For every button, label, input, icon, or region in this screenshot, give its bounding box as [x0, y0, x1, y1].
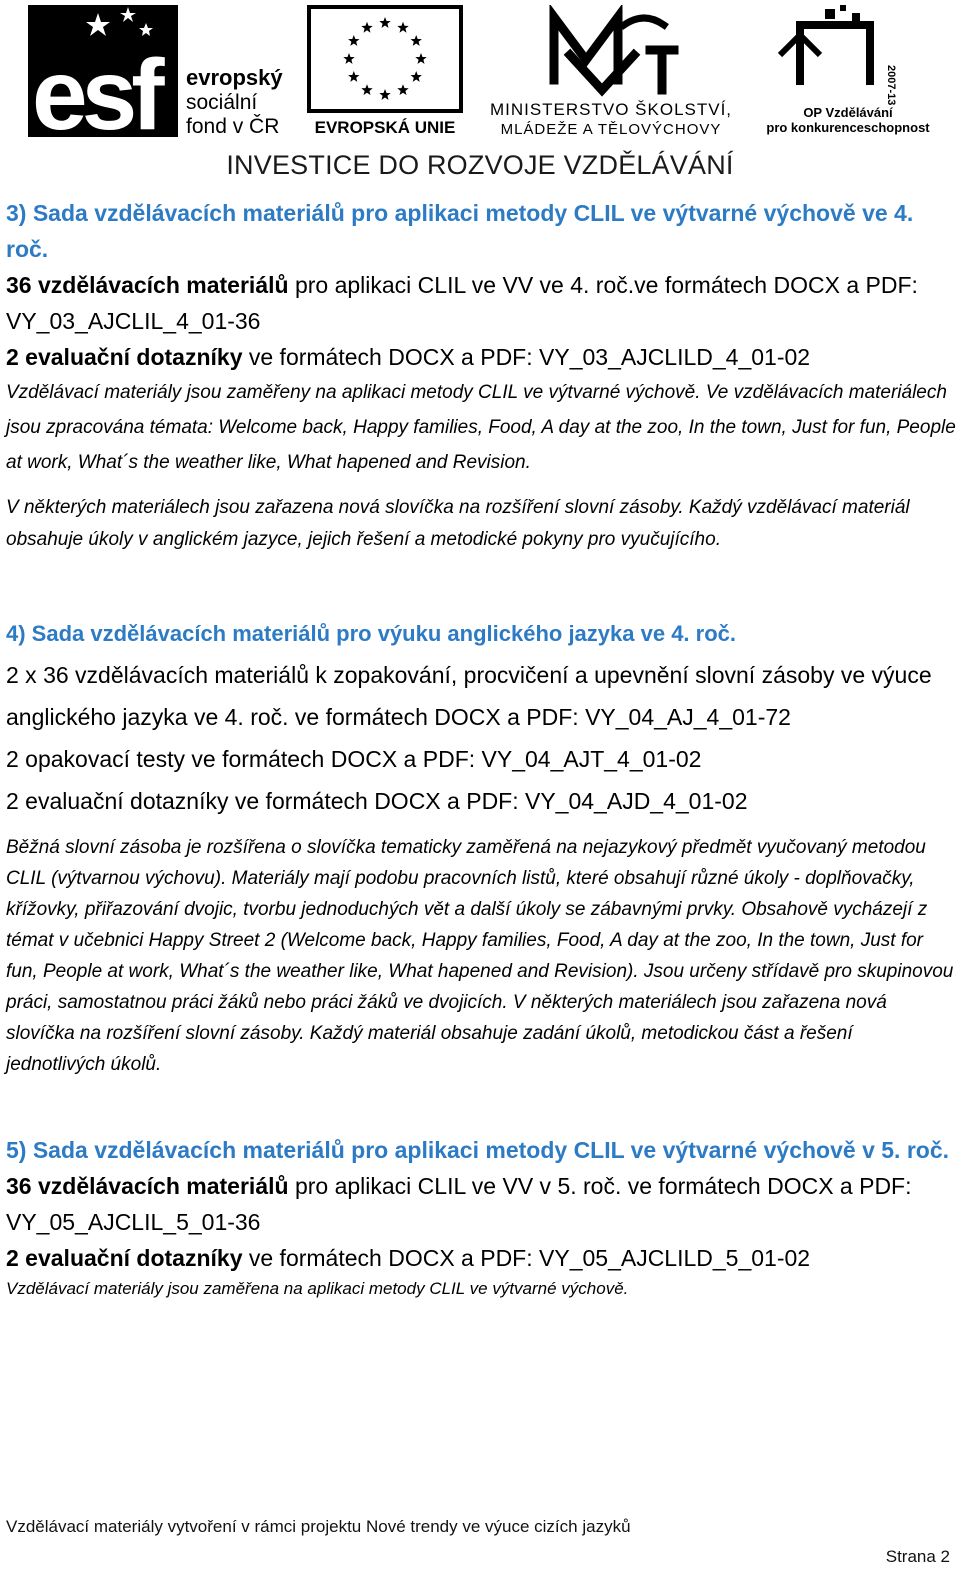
- section-5-title: 5) Sada vzdělávacích materiálů pro aplikaci metody CLIL ve výtvarné výchově v 5. roč.: [6, 1137, 949, 1163]
- section-5-description: Vzdělávací materiály jsou zaměřena na aplikaci metody CLIL ve výtvarné výchově.: [6, 1279, 629, 1298]
- section-5-materials-count: 36 vzdělávacích materiálů: [6, 1173, 289, 1199]
- esf-logo-line2: sociální: [186, 91, 258, 114]
- section-5-questionnaires-line: [6, 1240, 956, 1276]
- msmt-logo-line1: MINISTERSTVO ŠKOLSTVÍ,: [489, 100, 733, 119]
- section-4-description: Běžná slovní zásoba je rozšířena o slovíčka tematicky zaměřená na nejazykový předmět vyučovaný metodou CLIL (výtvarnou výchovu). Materiály mají podobu pracovních listů, které obsahují různé úkoly - doplňovačky, křížovky, přiřazování dvojic, tvorbu jednoduchých vět a další úkoly se zábavnými prvky. Obsahově vycházejí z témat v učebnici Happy Street 2 (Welcome back, Happy families, Food, A day at the zoo, In the town, Just for fun, People at work, What´s the weather like, What hapened and Revision). Jsou určeny střídavě pro skupinovou práci, samostatnou práci žáků nebo práci žáků ve dvojicích. V některých materiálech jsou zařazena nová slovíčka na rozšíření slovní zásoby. Každý materiál obsahuje zadání úkolů, metodickou část a řešení jednotlivých úkolů.: [6, 837, 954, 1075]
- section-5-questionnaires-count: 2 evaluační dotazníky: [6, 1245, 243, 1271]
- section-4-title: 4) Sada vzdělávacích materiálů pro výuku anglického jazyka ve 4. roč.: [6, 621, 736, 646]
- section-5-questionnaires-text: ve formátech DOCX a PDF: VY_05_AJCLILD_5_01-02: [242, 1245, 811, 1271]
- section-3-materials-line: [6, 267, 956, 339]
- section-3-questionnaires-count: 2 evaluační dotazníky: [6, 344, 243, 370]
- section-4-tests-line: 2 opakovací testy ve formátech DOCX a PDF: VY_04_AJT_4_01-02: [6, 746, 702, 772]
- section-5-materials-text: pro aplikaci CLIL ve VV v 5. roč. ve formátech DOCX a PDF: VY_05_AJCLIL_5_01-36: [6, 1173, 912, 1235]
- msmt-logo: [474, 5, 749, 138]
- msmt-logo-line2: MLÁDEŽE A TĚLOVÝCHOVY: [500, 121, 722, 138]
- page-number: Strana 2: [885, 1547, 950, 1566]
- op-vk-logo: [760, 5, 935, 138]
- footer-note: Vzdělávací materiály vytvoření v rámci projektu Nové trendy ve výuce cizích jazyků: [6, 1517, 631, 1536]
- op-logo-years: 2007-13: [885, 65, 897, 106]
- section-3-materials-count: 36 vzdělávacích materiálů: [6, 272, 289, 298]
- eu-flag-logo: [305, 5, 465, 138]
- op-logo-line1: OP Vzdělávání: [803, 105, 893, 120]
- section-3-questionnaires-text: ve formátech DOCX a PDF: VY_03_AJCLILD_4_01-02: [242, 344, 811, 370]
- section-5-materials-line: [6, 1168, 956, 1240]
- document-content: [6, 195, 956, 1302]
- section-3-description: Vzdělávací materiály jsou zaměřeny na aplikaci metody CLIL ve výtvarné výchově. Ve vzdělávacích materiálech jsou zpracována témata: Welcome back, Happy families, Food, A day at the zoo, In the town, Just for fun, People at work, What´s the weather like, What hapened and Revision.: [6, 382, 956, 473]
- eu-logo-text: EVROPSKÁ UNIE: [314, 118, 456, 137]
- logo-strip: [0, 0, 960, 185]
- esf-logo-line3: fond v ČR: [186, 115, 280, 137]
- section-3-materials-text: pro aplikaci CLIL ve VV ve 4. roč.ve formátech DOCX a PDF: VY_03_AJCLIL_4_01-36: [6, 272, 918, 334]
- section-3-title: 3) Sada vzdělávacích materiálů pro aplikaci metody CLIL ve výtvarné výchově ve 4. roč.: [6, 200, 914, 262]
- section-3-vocabulary-note: V některých materiálech jsou zařazena nová slovíčka na rozšíření slovní zásoby. Každý vzdělávací materiál obsahuje úkoly v anglickém jazyce, jejich řešení a metodické pokyny pro vyučujícího.: [6, 497, 910, 550]
- section-3-questionnaires-line: [6, 339, 956, 375]
- esf-logo: [28, 5, 300, 137]
- section-4-materials-line: 2 x 36 vzdělávacích materiálů k zopakování, procvičení a upevnění slovní zásoby ve výuce anglického jazyka ve 4. roč. ve formátech DOCX a PDF: VY_04_AJ_4_01-72: [6, 662, 932, 730]
- header-slogan: INVESTICE DO ROZVOJE VZDĚLÁVÁNÍ: [226, 150, 734, 180]
- op-logo-line2: pro konkurenceschopnost: [766, 120, 930, 135]
- svg-text:esf: esf: [32, 39, 159, 137]
- section-4-questionnaires-line: 2 evaluační dotazníky ve formátech DOCX a PDF: VY_04_AJD_4_01-02: [6, 788, 748, 814]
- esf-logo-line1: evropský: [186, 65, 283, 90]
